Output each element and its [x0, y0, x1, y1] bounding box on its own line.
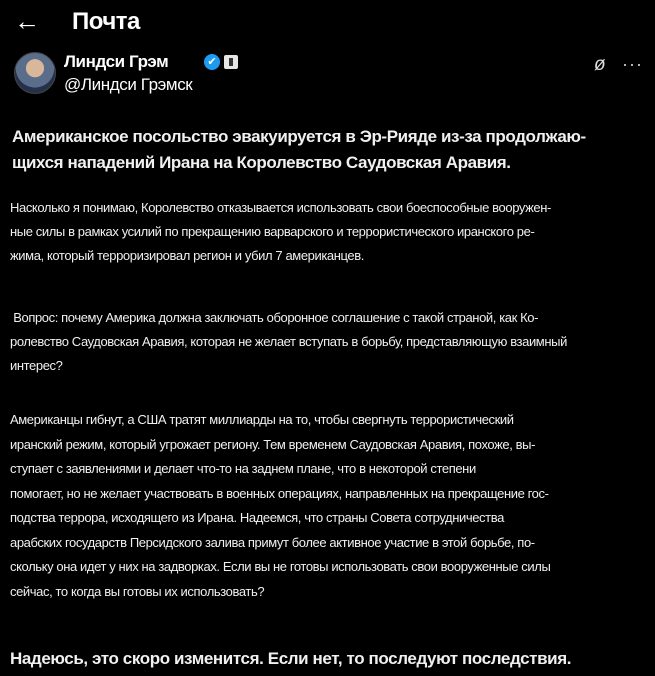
- avatar[interactable]: [14, 52, 56, 94]
- post-paragraph-1: Американское посольство эвакуируется в Эр-Рияде из-за продолжаю- щихся нападений Ирана на Королевство Саудовская Аравия.: [12, 127, 586, 172]
- post-paragraph-2: Насколько я понимаю, Королевство отказывается использовать свои боеспособные вооружен- ные силы в рамках усилий по прекращению варварского и террористического иранского ре- жима, который терроризировал регион и убил 7 американцев.: [10, 200, 551, 263]
- author-name[interactable]: Линдси Грэм: [64, 52, 169, 71]
- more-options-icon[interactable]: ···: [622, 54, 643, 74]
- verified-badge-icon: ✔: [204, 54, 220, 70]
- affiliation-badge-icon: [224, 55, 238, 69]
- post-paragraph-4: Американцы гибнут, а США тратят миллиарды на то, чтобы свергнуть террористический иранский режим, который угрожает региону. Тем временем Саудовская Аравия, похоже, вы- ступает с заявлениями и делает что-то на заднем плане, что в некоторой степени помогает, но не желает участвовать в военных операциях, направленных на прекращение гос- подства террора, исходящего из Ирана. Надеемся, что страны Совета сотрудничества арабских государств Персидского залива примут более активное участие в этой борьбе, по- скольку она идет у них на задворках. Если вы не готовы использовать свои вооруженные силы сейчас, то когда вы готовы их использовать?: [10, 412, 551, 599]
- grok-icon[interactable]: ø: [594, 54, 606, 75]
- author-handle[interactable]: @Линдси Грэмск: [64, 75, 193, 94]
- back-arrow-icon[interactable]: ←: [14, 6, 40, 36]
- top-bar: [0, 0, 655, 44]
- post-paragraph-3: Вопрос: почему Америка должна заключать оборонное соглашение с такой страной, как Ко- ролевство Саудовская Аравия, которая не желает вступать в борьбу, представляющую взаимный интерес?: [10, 310, 567, 373]
- post-paragraph-5: Надеюсь, это скоро изменится. Если нет, то последуют последствия.: [10, 649, 572, 668]
- page-title: Почта: [72, 8, 140, 35]
